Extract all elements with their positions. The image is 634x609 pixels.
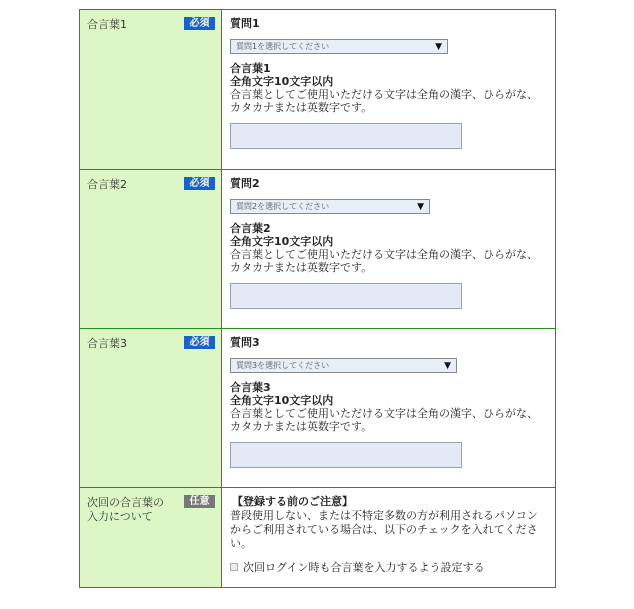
select-value: 質問1を選択してください <box>236 42 330 51</box>
description-title: 合言葉2 <box>230 222 271 235</box>
input-description <box>230 381 547 433</box>
row-label: 合言葉3 <box>87 337 127 350</box>
dropdown-arrow-icon: ▼ <box>444 360 451 371</box>
question-title: 質問2 <box>230 177 260 190</box>
row-label-cell <box>80 170 222 328</box>
description-title: 合言葉1 <box>230 62 271 75</box>
notice-title: 【登録する前のご注意】 <box>232 495 353 508</box>
question-select-2[interactable] <box>230 199 430 214</box>
description-limit: 全角文字10文字以内 <box>230 75 334 88</box>
required-badge: 必須 <box>184 336 215 349</box>
secret-word-input-1[interactable] <box>230 123 462 149</box>
question-title: 質問1 <box>230 17 260 30</box>
row-content-cell <box>222 10 555 169</box>
required-badge: 必須 <box>184 17 215 30</box>
dropdown-arrow-icon: ▼ <box>435 41 442 52</box>
form-row-secret-word-3 <box>80 329 555 488</box>
row-label-cell <box>80 488 222 587</box>
row-label: 合言葉1 <box>87 18 127 31</box>
secret-word-input-3[interactable] <box>230 442 462 468</box>
notice-body: 普段使用しない、または不特定多数の方が利用されるパソコンからご利用されている場合は、以下のチェックを入れてください。 <box>230 509 538 550</box>
question-select-1[interactable] <box>230 39 448 54</box>
form-row-secret-word-2 <box>80 170 555 329</box>
description-note: 合言葉としてご使用いただける文字は全角の漢字、ひらがな、カタカナまたは英数字です。 <box>230 407 538 433</box>
description-title: 合言葉3 <box>230 381 271 394</box>
row-label-cell <box>80 10 222 169</box>
optional-badge: 任意 <box>184 495 215 508</box>
description-note: 合言葉としてご使用いただける文字は全角の漢字、ひらがな、カタカナまたは英数字です。 <box>230 88 538 114</box>
required-badge: 必須 <box>184 177 215 190</box>
input-description <box>230 222 547 274</box>
next-login-checkbox-row[interactable] <box>230 559 547 575</box>
secret-word-form-table <box>79 9 556 588</box>
row-label-cell <box>80 329 222 487</box>
row-content-cell <box>222 329 555 487</box>
form-row-secret-word-1 <box>80 10 555 170</box>
question-select-3[interactable] <box>230 358 457 373</box>
description-note: 合言葉としてご使用いただける文字は全角の漢字、ひらがな、カタカナまたは英数字です。 <box>230 248 538 274</box>
checkbox-label[interactable]: 次回ログイン時も合言葉を入力するよう設定する <box>243 561 485 574</box>
form-row-next-login <box>80 488 555 588</box>
question-title: 質問3 <box>230 336 260 349</box>
secret-word-input-2[interactable] <box>230 283 462 309</box>
input-description <box>230 62 547 114</box>
select-value: 質問3を選択してください <box>236 361 330 370</box>
select-value: 質問2を選択してください <box>236 202 330 211</box>
row-content-cell <box>222 170 555 328</box>
dropdown-arrow-icon: ▼ <box>417 201 424 212</box>
description-limit: 全角文字10文字以内 <box>230 394 334 407</box>
next-login-checkbox[interactable] <box>230 563 238 571</box>
description-limit: 全角文字10文字以内 <box>230 235 334 248</box>
row-label: 合言葉2 <box>87 178 127 191</box>
row-label: 次回の合言葉の入力について <box>87 496 164 523</box>
row-content-cell <box>222 488 555 587</box>
